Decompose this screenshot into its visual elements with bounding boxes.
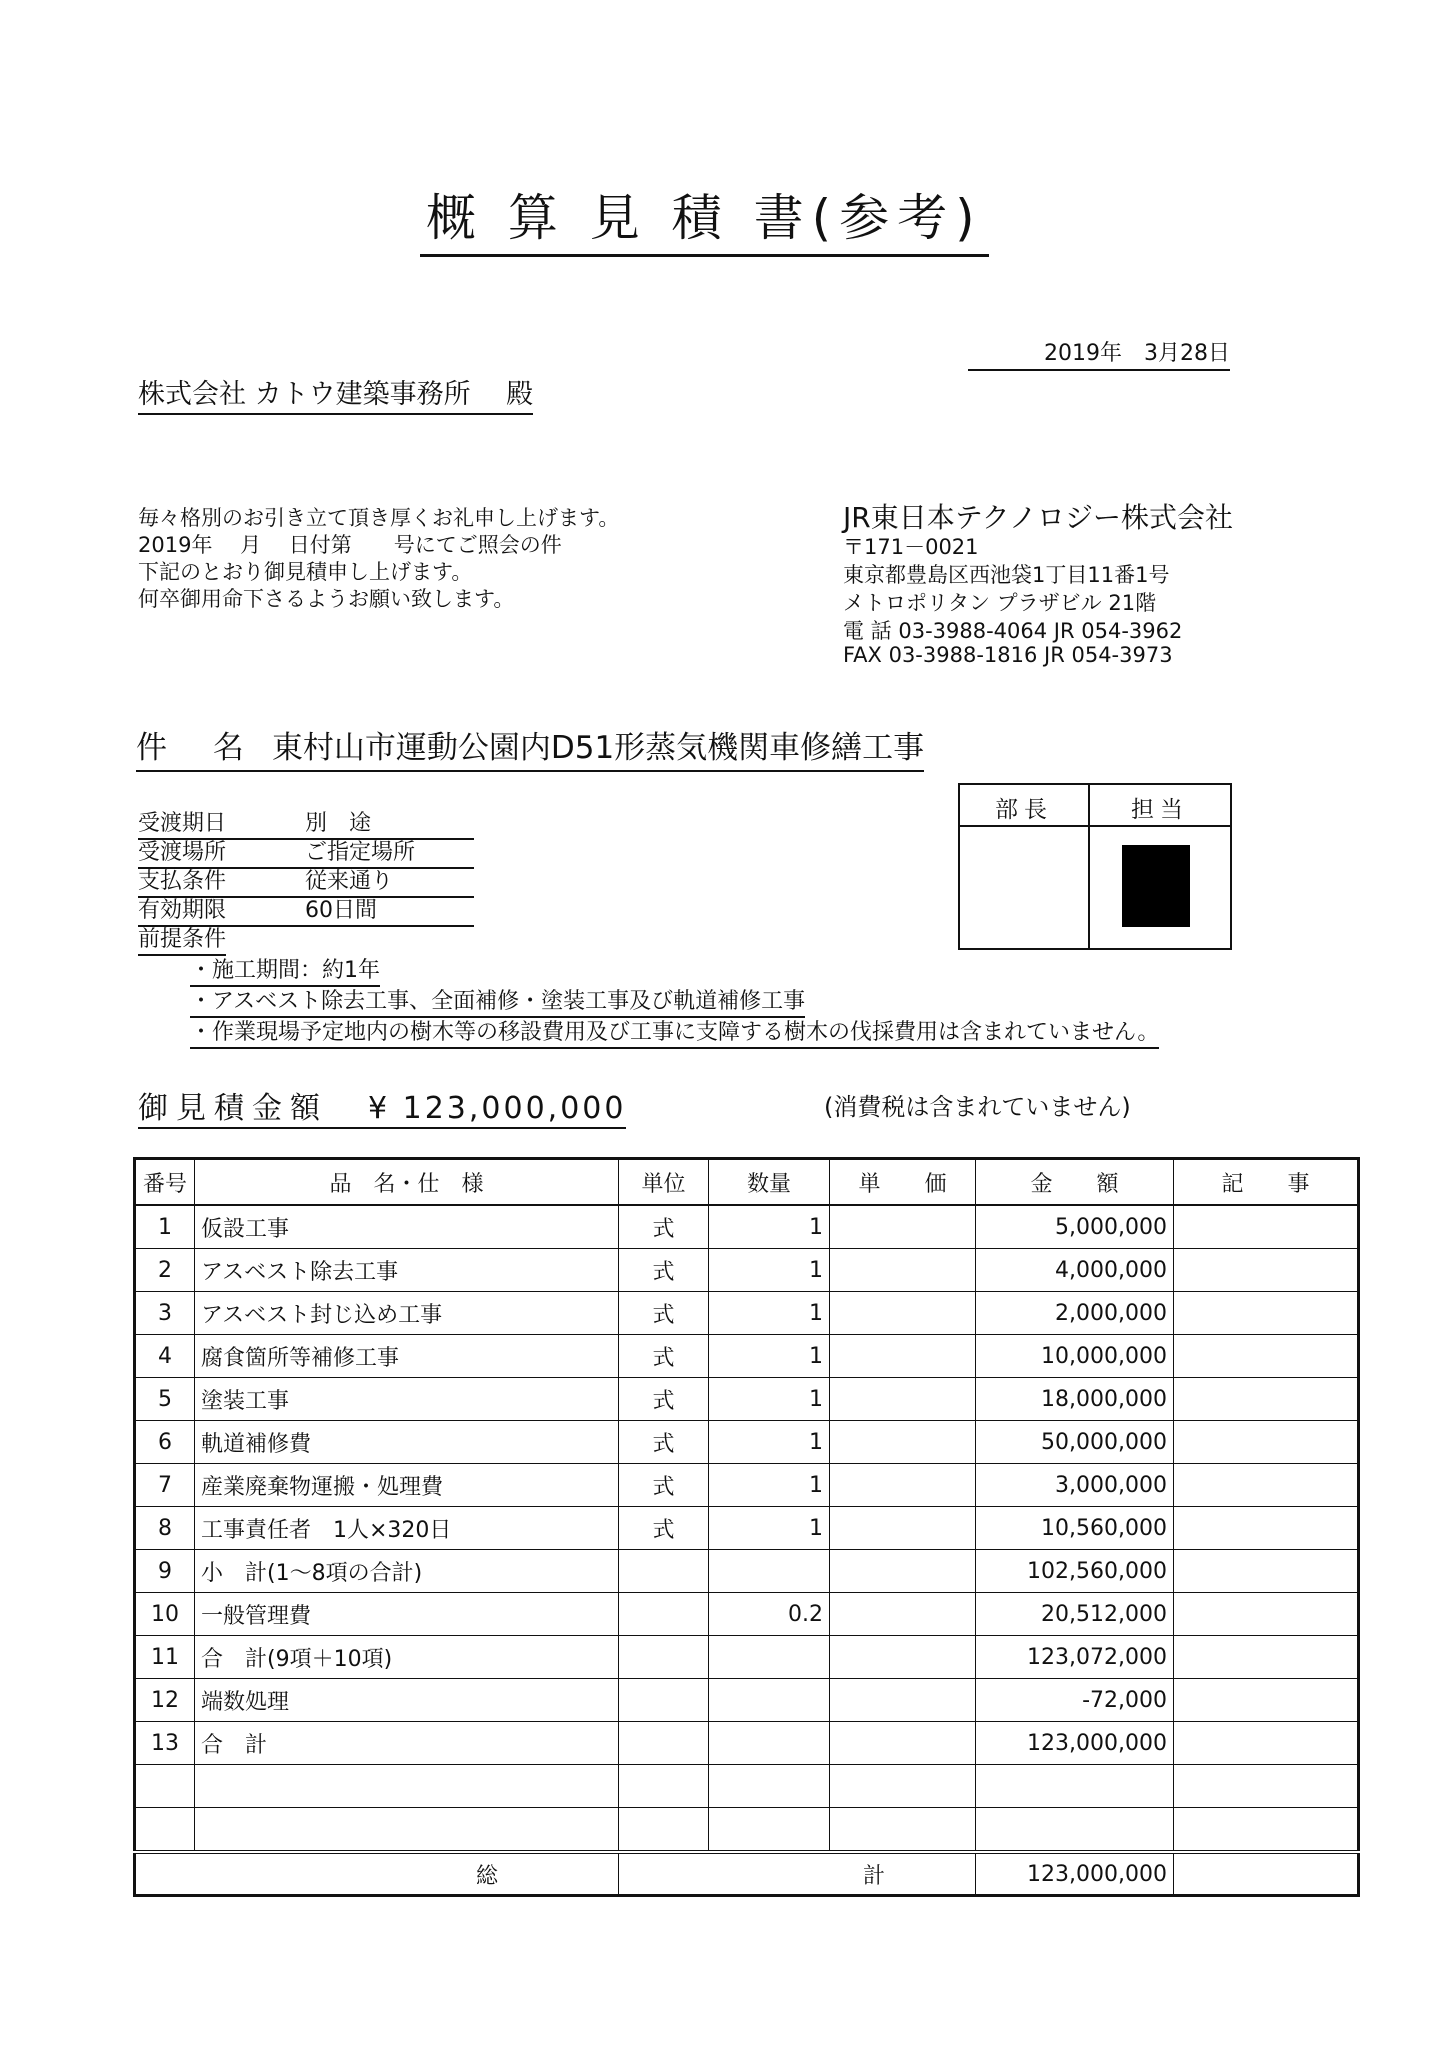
- row-unit: [619, 1636, 709, 1679]
- row-unit-price: [830, 1335, 976, 1378]
- row-item-name: 一般管理費: [195, 1593, 619, 1636]
- approval-box: [958, 783, 1232, 950]
- row-remarks: [1174, 1464, 1359, 1507]
- row-amount: 4,000,000: [976, 1249, 1174, 1292]
- estimate-table: [133, 1157, 1360, 1897]
- row-number: 1: [135, 1205, 195, 1249]
- header-remarks: 記 事: [1174, 1159, 1359, 1206]
- row-remarks: [1174, 1421, 1359, 1464]
- condition-value: 別 途: [305, 811, 372, 836]
- condition-label: 支払条件: [138, 869, 227, 894]
- row-amount: 2,000,000: [976, 1292, 1174, 1335]
- row-quantity: 1: [709, 1292, 830, 1335]
- empty-cell: [709, 1808, 830, 1853]
- row-unit: [619, 1550, 709, 1593]
- row-unit-price: [830, 1205, 976, 1249]
- row-unit-price: [830, 1636, 976, 1679]
- row-remarks: [1174, 1292, 1359, 1335]
- row-number: 3: [135, 1292, 195, 1335]
- subject-value: 東村山市運動公園内D51形蒸気機関車修繕工事: [271, 730, 925, 766]
- table-row-blank: [135, 1765, 1359, 1808]
- condition-value: 60日間: [305, 898, 377, 923]
- sender-postal: 〒171－0021: [843, 535, 979, 559]
- row-item-name: 仮設工事: [195, 1205, 619, 1249]
- empty-cell: [1174, 1808, 1359, 1853]
- row-remarks: [1174, 1205, 1359, 1249]
- row-remarks: [1174, 1550, 1359, 1593]
- row-unit: 式: [619, 1378, 709, 1421]
- table-row: [135, 1550, 1359, 1593]
- sender-fax: FAX 03-3988-1816 JR 054-3973: [843, 643, 1173, 667]
- table-row: [135, 1507, 1359, 1550]
- row-unit: 式: [619, 1292, 709, 1335]
- row-item-name: アスベスト封じ込め工事: [195, 1292, 619, 1335]
- table-row: [135, 1205, 1359, 1249]
- row-remarks: [1174, 1722, 1359, 1765]
- row-number: 4: [135, 1335, 195, 1378]
- empty-cell: [709, 1765, 830, 1808]
- row-number: 11: [135, 1636, 195, 1679]
- row-amount: 10,000,000: [976, 1335, 1174, 1378]
- sender-company: JR東日本テクノロジー株式会社: [843, 501, 1234, 534]
- subject-line: [136, 722, 924, 772]
- empty-cell: [976, 1808, 1174, 1853]
- recipient-name: 株式会社 カトウ建築事務所 殿: [138, 372, 533, 415]
- row-unit-price: [830, 1378, 976, 1421]
- table-row: [135, 1464, 1359, 1507]
- row-quantity: 1: [709, 1464, 830, 1507]
- document-date: 2019年 3月28日: [968, 336, 1230, 371]
- prerequisite-item: ・アスベスト除去工事、全面補修・塗装工事及び軌道補修工事: [190, 984, 805, 1018]
- row-quantity: 1: [709, 1421, 830, 1464]
- row-amount: 123,000,000: [976, 1722, 1174, 1765]
- sender-phone: 電 話 03-3988-4064 JR 054-3962: [843, 619, 1183, 643]
- row-unit: 式: [619, 1335, 709, 1378]
- row-unit: 式: [619, 1464, 709, 1507]
- sender-address-1: 東京都豊島区西池袋1丁目11番1号: [843, 563, 1170, 587]
- condition-label: 受渡場所: [138, 840, 227, 865]
- header-number: 番号: [135, 1159, 195, 1206]
- table-row: [135, 1335, 1359, 1378]
- row-number: 5: [135, 1378, 195, 1421]
- subject-label: 件 名: [136, 730, 262, 766]
- row-unit: 式: [619, 1421, 709, 1464]
- condition-value: ご指定場所: [305, 840, 416, 865]
- row-item-name: 端数処理: [195, 1679, 619, 1722]
- tax-note: (消費税は含まれていません): [824, 1093, 1131, 1121]
- row-item-name: 腐食箇所等補修工事: [195, 1335, 619, 1378]
- prerequisite-item: ・作業現場予定地内の樹木等の移設費用及び工事に支障する樹木の伐採費用は含まれていません。: [190, 1015, 1159, 1049]
- total-label-left: 総: [135, 1852, 619, 1896]
- header-item-spec: 品 名・仕 様: [195, 1159, 619, 1206]
- table-total-row: [135, 1852, 1359, 1896]
- empty-cell: [195, 1808, 619, 1853]
- row-unit-price: [830, 1507, 976, 1550]
- total-remarks: [1174, 1852, 1359, 1896]
- prerequisites-label: 前提条件: [138, 922, 226, 956]
- row-quantity: [709, 1636, 830, 1679]
- greeting-line-4: 何卒御用命下さるようお願い致します。: [138, 587, 515, 611]
- estimate-amount-line: [138, 1083, 626, 1129]
- table-header-row: [135, 1159, 1359, 1206]
- row-amount: 123,072,000: [976, 1636, 1174, 1679]
- empty-cell: [1174, 1765, 1359, 1808]
- empty-cell: [135, 1808, 195, 1853]
- row-remarks: [1174, 1679, 1359, 1722]
- row-amount: 18,000,000: [976, 1378, 1174, 1421]
- row-unit-price: [830, 1593, 976, 1636]
- table-row: [135, 1421, 1359, 1464]
- estimate-label: 御見積金額: [138, 1091, 328, 1126]
- row-unit: 式: [619, 1205, 709, 1249]
- row-remarks: [1174, 1335, 1359, 1378]
- row-quantity: [709, 1722, 830, 1765]
- empty-cell: [830, 1808, 976, 1853]
- empty-cell: [135, 1765, 195, 1808]
- row-amount: 5,000,000: [976, 1205, 1174, 1249]
- row-item-name: 塗装工事: [195, 1378, 619, 1421]
- row-remarks: [1174, 1249, 1359, 1292]
- empty-cell: [976, 1765, 1174, 1808]
- approval-header-staff: 担当: [1131, 797, 1189, 823]
- row-quantity: 1: [709, 1378, 830, 1421]
- estimate-amount: ¥ 123,000,000: [368, 1091, 627, 1126]
- empty-cell: [830, 1765, 976, 1808]
- row-item-name: アスベスト除去工事: [195, 1249, 619, 1292]
- row-amount: -72,000: [976, 1679, 1174, 1722]
- header-amount: 金 額: [976, 1159, 1174, 1206]
- table-row-blank: [135, 1808, 1359, 1853]
- total-amount: 123,000,000: [976, 1852, 1174, 1896]
- row-unit-price: [830, 1249, 976, 1292]
- table-row: [135, 1593, 1359, 1636]
- total-label-right: 計: [619, 1852, 976, 1896]
- row-number: 8: [135, 1507, 195, 1550]
- row-remarks: [1174, 1636, 1359, 1679]
- condition-label: 有効期限: [138, 898, 227, 923]
- row-amount: 3,000,000: [976, 1464, 1174, 1507]
- row-unit: 式: [619, 1507, 709, 1550]
- table-row: [135, 1679, 1359, 1722]
- greeting-line-2: 2019年 月 日付第 号にてご照会の件: [138, 533, 562, 557]
- approval-header-manager: 部長: [995, 797, 1053, 823]
- row-number: 2: [135, 1249, 195, 1292]
- greeting-line-1: 毎々格別のお引き立て頂き厚くお礼申し上げます。: [138, 506, 620, 530]
- row-quantity: 1: [709, 1249, 830, 1292]
- row-unit: 式: [619, 1249, 709, 1292]
- condition-value: 従来通り: [305, 869, 394, 894]
- row-remarks: [1174, 1378, 1359, 1421]
- row-unit-price: [830, 1679, 976, 1722]
- row-unit-price: [830, 1722, 976, 1765]
- row-item-name: 軌道補修費: [195, 1421, 619, 1464]
- table-row: [135, 1249, 1359, 1292]
- prerequisite-item: ・施工期間：約1年: [190, 953, 380, 987]
- row-unit-price: [830, 1292, 976, 1335]
- row-remarks: [1174, 1507, 1359, 1550]
- row-number: 6: [135, 1421, 195, 1464]
- row-remarks: [1174, 1593, 1359, 1636]
- row-unit: [619, 1722, 709, 1765]
- row-quantity: 1: [709, 1507, 830, 1550]
- row-number: 7: [135, 1464, 195, 1507]
- header-unit: 単位: [619, 1159, 709, 1206]
- row-quantity: 1: [709, 1335, 830, 1378]
- row-unit-price: [830, 1550, 976, 1593]
- row-item-name: 合 計: [195, 1722, 619, 1765]
- row-item-name: 合 計(9項＋10項): [195, 1636, 619, 1679]
- row-unit-price: [830, 1464, 976, 1507]
- row-quantity: 1: [709, 1205, 830, 1249]
- row-unit-price: [830, 1421, 976, 1464]
- row-quantity: [709, 1550, 830, 1593]
- row-amount: 20,512,000: [976, 1593, 1174, 1636]
- row-item-name: 産業廃棄物運搬・処理費: [195, 1464, 619, 1507]
- condition-label: 受渡期日: [138, 811, 227, 836]
- row-number: 9: [135, 1550, 195, 1593]
- greeting-line-3: 下記のとおり御見積申し上げます。: [138, 560, 473, 584]
- header-quantity: 数量: [709, 1159, 830, 1206]
- row-number: 10: [135, 1593, 195, 1636]
- header-unit-price: 単 価: [830, 1159, 976, 1206]
- row-amount: 10,560,000: [976, 1507, 1174, 1550]
- table-row: [135, 1636, 1359, 1679]
- row-item-name: 工事責任者 1人×320日: [195, 1507, 619, 1550]
- row-quantity: 0.2: [709, 1593, 830, 1636]
- empty-cell: [619, 1808, 709, 1853]
- empty-cell: [619, 1765, 709, 1808]
- row-amount: 102,560,000: [976, 1550, 1174, 1593]
- table-row: [135, 1722, 1359, 1765]
- row-amount: 50,000,000: [976, 1421, 1174, 1464]
- row-unit: [619, 1593, 709, 1636]
- row-unit: [619, 1679, 709, 1722]
- row-quantity: [709, 1679, 830, 1722]
- redacted-seal: [1122, 845, 1190, 927]
- table-row: [135, 1378, 1359, 1421]
- empty-cell: [195, 1765, 619, 1808]
- row-number: 13: [135, 1722, 195, 1765]
- document-title: 概 算 見 積 書(参考): [420, 178, 989, 257]
- row-number: 12: [135, 1679, 195, 1722]
- sender-address-2: メトロポリタン プラザビル 21階: [843, 591, 1157, 615]
- row-item-name: 小 計(1～8項の合計): [195, 1550, 619, 1593]
- table-row: [135, 1292, 1359, 1335]
